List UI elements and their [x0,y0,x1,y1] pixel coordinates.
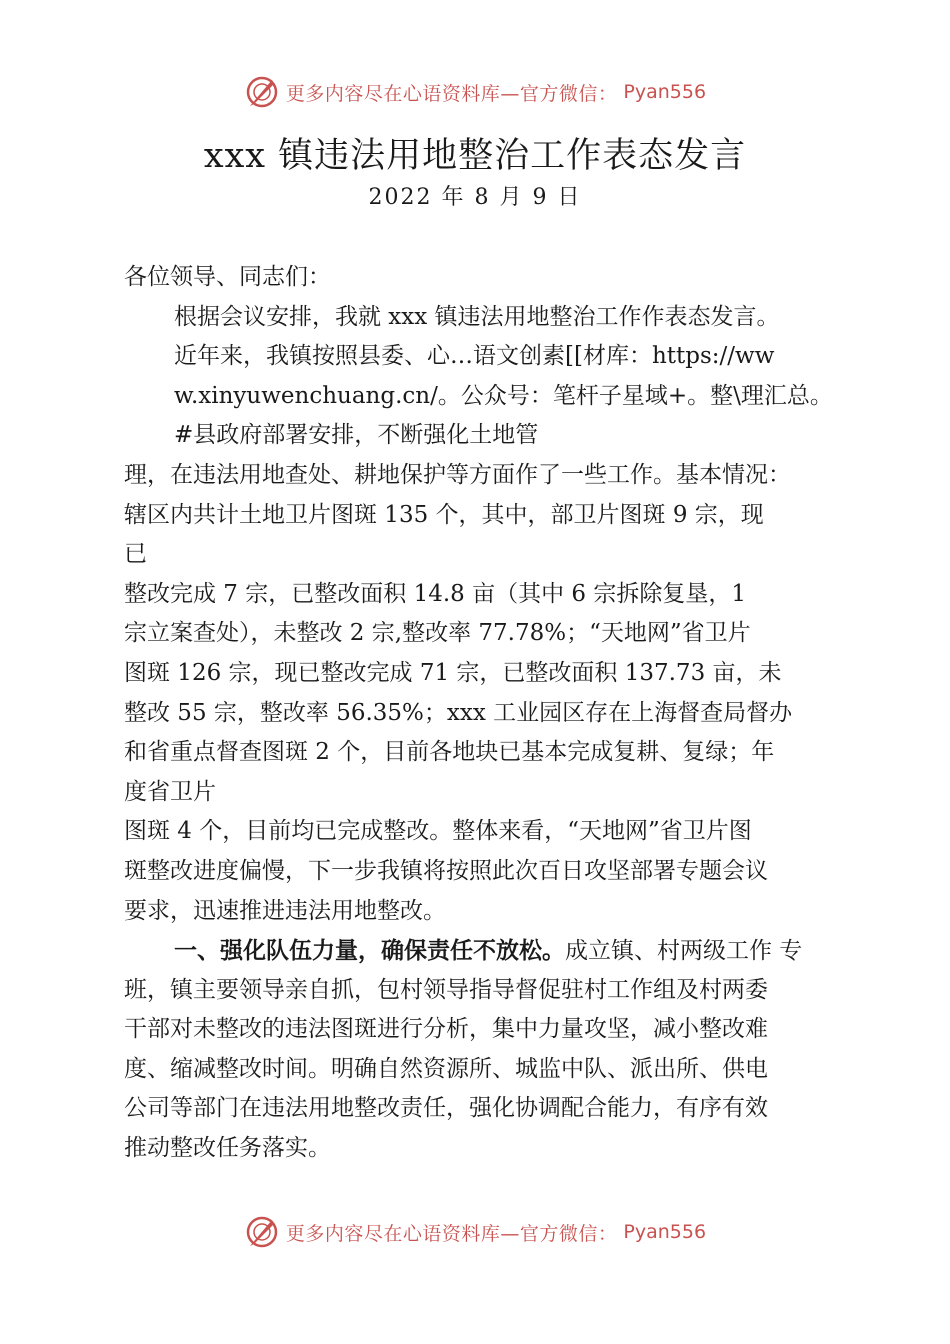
section-1-line: 班，镇主要领导亲自抓，包村领导指导督促驻村工作组及村两委 [124,976,768,1003]
section-1-text: 成立镇、村两级工作 专 [565,938,803,965]
paragraph-line: 图斑 126 宗，现已整改完成 71 宗，已整改面积 137.73 亩，未 [124,659,782,686]
salutation: 各位领导、同志们： [124,264,331,290]
paragraph-line: 整改 55 宗，整改率 56.35%；xxx 工业园区存在上海督查局督办 [124,699,793,726]
document-title: xxx 镇违法用地整治工作表态发言 [203,136,747,176]
quill-logo-icon [244,1214,280,1250]
section-1-line: 公司等部门在违法用地整改责任，强化协调配合能力，有序有效 [124,1095,768,1122]
section-1-line: 度、缩减整改时间。明确自然资源所、城监中队、派出所、供电 [124,1055,768,1082]
paragraph-line: 和省重点督查图斑 2 个，目前各地块已基本完成复耕、复绿；年 [124,739,775,766]
paragraph-line: w.xinyuwenchuang.cn/。公众号：笔杆子星域+。整\理汇总。 [174,382,833,409]
document-body [124,258,834,1169]
section-1-line: 干部对未整改的违法图斑进行分析，集中力量攻坚，减小整改难 [124,1016,768,1043]
paragraph-line: #县政府部署安排，不断强化土地管 [174,422,539,449]
watermark-text: 更多内容尽在心语资料库—官方微信： [285,82,618,105]
section-1-heading: 一、强化队伍力量，确保责任不放松。 [174,937,565,965]
watermark-wechat-id: Pyan556 [623,1221,707,1243]
watermark-header [0,72,950,112]
paragraph-line: 理，在违法用地查处、耕地保护等方面作了一些工作。基本情况： [124,461,791,488]
paragraph-line: 要求，迅速推进违法用地整改。 [124,897,446,924]
paragraph-line: 已 [124,541,147,568]
paragraph-line: 近年来，我镇按照县委、心…语文创素[[材库：https://ww [174,343,775,370]
document-date: 2022 年 8 月 9 日 [368,185,582,210]
section-1-first-line [124,931,834,971]
section-1-line: 推动整改任务落实。 [124,1135,331,1162]
watermark-text: 更多内容尽在心语资料库—官方微信： [285,1222,618,1245]
paragraph-line: 图斑 4 个，目前均已完成整改。整体来看，“天地网”省卫片图 [124,818,752,845]
paragraph-line: 根据会议安排，我就 xxx 镇违法用地整治工作作表态发言。 [174,303,780,330]
quill-logo-icon [244,74,280,110]
paragraph-line: 度省卫片 [124,778,216,805]
watermark-wechat-id: Pyan556 [623,81,707,103]
watermark-footer [0,1212,950,1252]
paragraph-line: 宗立案查处），未整改 2 宗,整改率 77.78%；“天地网”省卫片 [124,620,751,647]
paragraph-line: 斑整改进度偏慢，下一步我镇将按照此次百日攻坚部署专题会议 [124,857,768,884]
paragraph-line: 辖区内共计土地卫片图斑 135 个，其中，部卫片图斑 9 宗，现 [124,501,764,528]
paragraph-line: 整改完成 7 宗，已整改面积 14.8 亩（其中 6 宗拆除复垦，1 [124,580,746,607]
